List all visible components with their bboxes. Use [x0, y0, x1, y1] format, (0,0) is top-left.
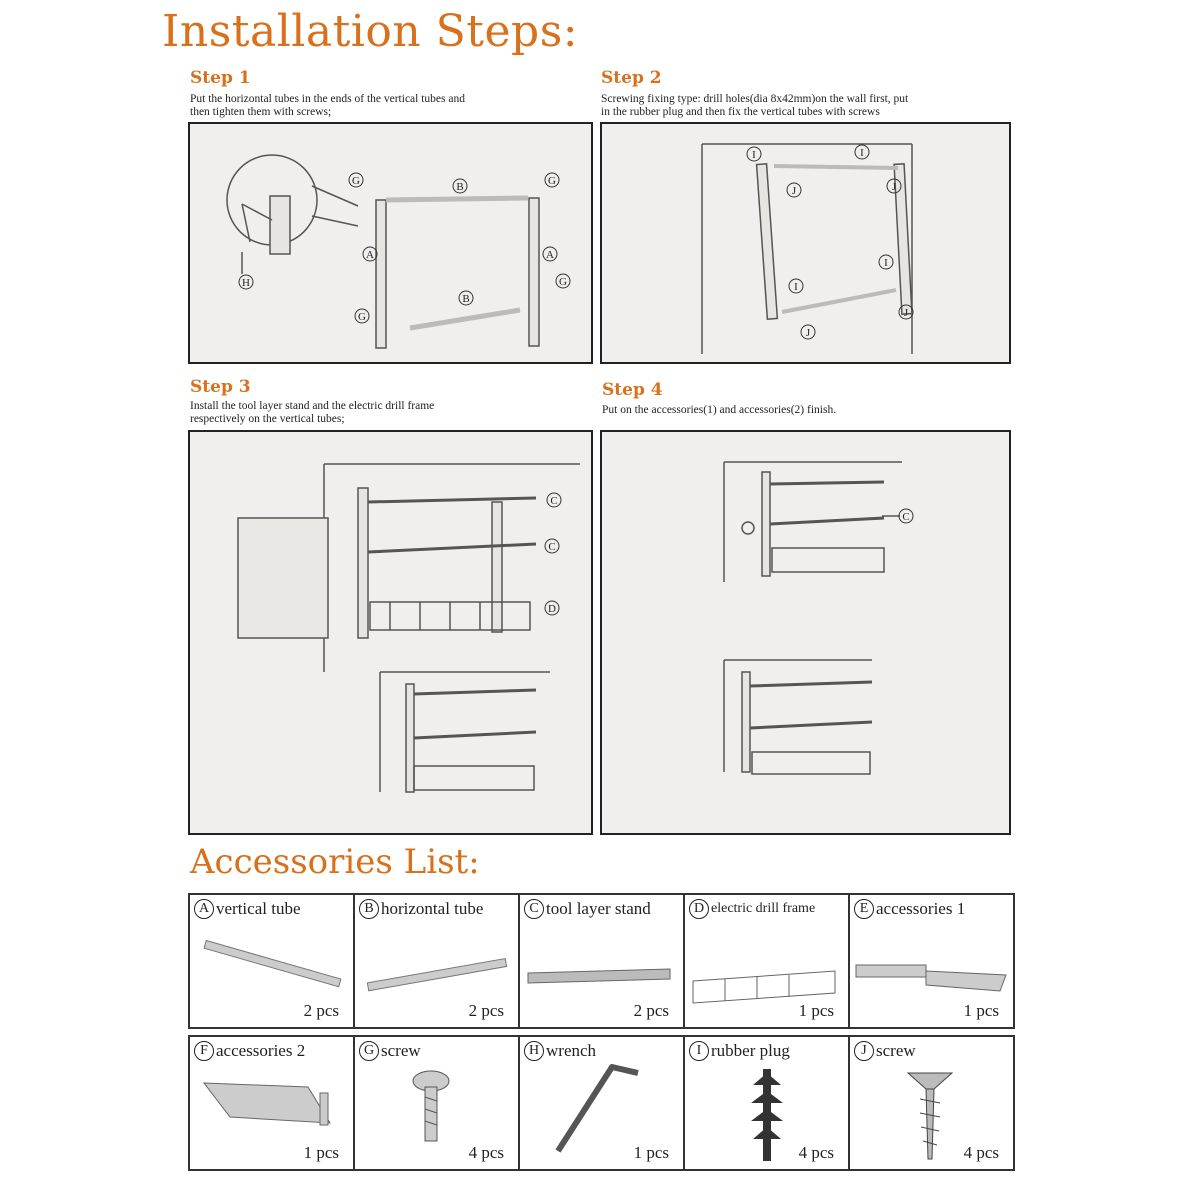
step-4-label: Step 4: [602, 380, 663, 400]
accessory-name: horizontal tube: [381, 899, 484, 918]
accessory-name: accessories 2: [216, 1041, 306, 1060]
accessory-card-g: [353, 1035, 520, 1171]
letter-badge: B: [359, 899, 379, 919]
label-c: C: [548, 541, 556, 553]
step-2-illustration: [602, 124, 1009, 362]
accessories-title: Accessories List:: [190, 842, 480, 882]
accessory-card-j: [848, 1035, 1015, 1171]
label-a: A: [546, 249, 554, 261]
accessory-name: vertical tube: [216, 899, 301, 918]
page-title: Installation Steps:: [162, 6, 579, 57]
step-2-label: Step 2: [601, 68, 662, 88]
label-g: G: [358, 311, 366, 323]
label-g: G: [352, 175, 360, 187]
accessory-qty: 1 pcs: [798, 1001, 834, 1020]
accessory-name: accessories 1: [876, 899, 966, 918]
accessory-card-a: [188, 893, 355, 1029]
label-j: J: [791, 185, 797, 197]
step-3-illustration: [190, 432, 591, 833]
letter-badge: J: [854, 1041, 874, 1061]
accessory-qty: 1 pcs: [633, 1143, 669, 1162]
label-i: I: [752, 149, 756, 161]
letter-badge: H: [524, 1041, 544, 1061]
letter-badge: E: [854, 899, 874, 919]
step-2-text-line: in the rubber plug and then fix the vertical tubes with screws: [601, 106, 880, 118]
accessory-qty: 2 pcs: [303, 1001, 339, 1020]
accessory-card-d: [683, 893, 850, 1029]
label-j: J: [805, 327, 811, 339]
label-g: G: [559, 276, 567, 288]
label-j: J: [891, 181, 897, 193]
label-d: D: [548, 603, 556, 615]
label-j: J: [903, 307, 909, 319]
step-3-text-line: Install the tool layer stand and the electric drill frame: [190, 400, 435, 412]
accessory-qty: 1 pcs: [303, 1143, 339, 1162]
accessory-card-b: [353, 893, 520, 1029]
label-b: B: [456, 181, 464, 193]
step-2-text: [601, 93, 908, 119]
step-4-text-line: Put on the accessories(1) and accessories(2) finish.: [602, 404, 837, 416]
accessory-name: rubber plug: [711, 1041, 790, 1060]
step-3-text: [190, 400, 434, 426]
letter-badge: A: [194, 899, 214, 919]
accessory-qty: 1 pcs: [963, 1001, 999, 1020]
label-g: G: [548, 175, 556, 187]
accessory-card-i: [683, 1035, 850, 1171]
label-i: I: [884, 257, 888, 269]
accessories-grid: [188, 893, 1015, 1171]
letter-badge: I: [689, 1041, 709, 1061]
letter-badge: G: [359, 1041, 379, 1061]
accessory-card-e: [848, 893, 1015, 1029]
accessory-name: electric drill frame: [711, 901, 816, 916]
accessory-card-h: [518, 1035, 685, 1171]
letter-badge: F: [194, 1041, 214, 1061]
accessory-name: wrench: [546, 1041, 597, 1060]
accessory-name: tool layer stand: [546, 899, 651, 918]
letter-badge: C: [524, 899, 544, 919]
step-3-label: Step 3: [190, 377, 251, 397]
step-2-text-line: Screwing fixing type: drill holes(dia 8x42mm)on the wall first, put: [601, 93, 909, 105]
accessory-name: screw: [876, 1041, 916, 1060]
step-4-diagram: [600, 430, 1011, 835]
label-i: I: [860, 147, 864, 159]
label-h: H: [242, 277, 250, 289]
step-4-text: [602, 404, 836, 417]
step-1-label: Step 1: [190, 68, 251, 88]
step-3-text-line: respectively on the vertical tubes;: [190, 413, 345, 425]
label-c: C: [550, 495, 558, 507]
step-1-text-line: Put the horizontal tubes in the ends of the vertical tubes and: [190, 93, 465, 105]
label-i: I: [794, 281, 798, 293]
step-1-text-line: then tighten them with screws;: [190, 106, 332, 118]
step-1-diagram: [188, 122, 593, 364]
accessory-qty: 2 pcs: [468, 1001, 504, 1020]
step-1-text: [190, 93, 465, 119]
accessory-name: screw: [381, 1041, 421, 1060]
accessory-qty: 2 pcs: [633, 1001, 669, 1020]
label-c: C: [902, 511, 910, 523]
accessory-qty: 4 pcs: [963, 1143, 999, 1162]
step-1-illustration: [190, 124, 591, 362]
step-2-diagram: [600, 122, 1011, 364]
label-a: A: [366, 249, 374, 261]
accessory-card-f: [188, 1035, 355, 1171]
letter-badge: D: [689, 899, 709, 919]
label-b: B: [462, 293, 470, 305]
accessory-card-c: [518, 893, 685, 1029]
step-4-illustration: [602, 432, 1009, 833]
step-3-diagram: [188, 430, 593, 835]
accessory-qty: 4 pcs: [798, 1143, 834, 1162]
accessory-qty: 4 pcs: [468, 1143, 504, 1162]
